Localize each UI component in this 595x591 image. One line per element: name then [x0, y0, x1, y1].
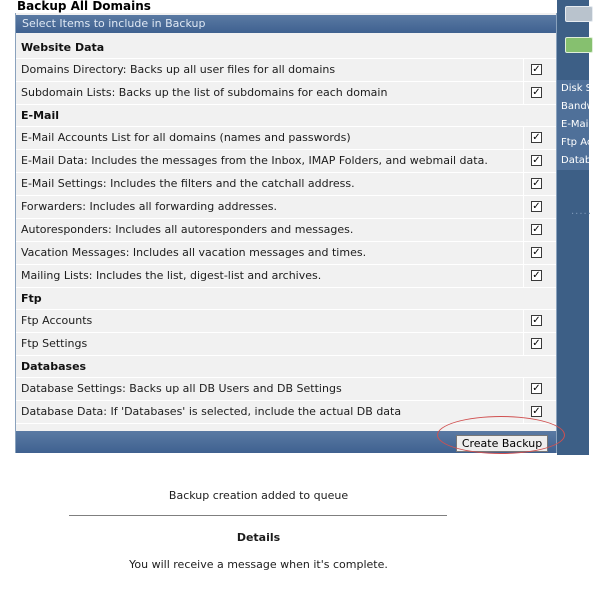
backup-option-label: Vacation Messages: Includes all vacation messages and times.: [21, 246, 367, 259]
create-backup-button[interactable]: Create Backup: [456, 435, 548, 452]
backup-option-row: [16, 401, 556, 424]
backup-option-label: Database Settings: Backs up all DB Users and DB Settings: [21, 382, 342, 395]
backup-option-row: [16, 242, 556, 265]
backup-option-row: [16, 219, 556, 242]
row-divider: [523, 173, 524, 195]
backup-option-label: Ftp Accounts: [21, 314, 93, 327]
panel-title: Backup All Domains: [17, 0, 151, 13]
divider: [69, 515, 447, 516]
right-sidebar: [557, 0, 595, 455]
details-text: You will receive a message when it's complete.: [129, 558, 388, 571]
backup-option-row: [16, 150, 556, 173]
backup-option-label: Forwarders: Includes all forwarding addresses.: [21, 200, 277, 213]
row-divider: [523, 219, 524, 241]
backup-option-label: Subdomain Lists: Backs up the list of subdomains for each domain: [21, 86, 388, 99]
row-divider: [523, 82, 524, 104]
backup-option-row: [16, 173, 556, 196]
backup-option-checkbox[interactable]: ✓: [532, 224, 541, 235]
backup-option-checkbox[interactable]: ✓: [532, 338, 541, 349]
sidebar-item-bandwidth[interactable]: Bandw: [561, 101, 595, 112]
panel-footer: [16, 431, 556, 453]
sidebar-stats-list: [557, 80, 595, 170]
backup-option-row: [16, 82, 556, 105]
backup-option-checkbox[interactable]: ✓: [532, 201, 541, 212]
backup-option-checkbox[interactable]: ✓: [532, 383, 541, 394]
backup-option-label: Database Data: If 'Databases' is selected, include the actual DB data: [21, 405, 402, 418]
row-divider: [523, 150, 524, 172]
sidebar-dots: .....: [571, 206, 592, 217]
backup-option-label: Mailing Lists: Includes the list, digest-list and archives.: [21, 269, 322, 282]
panel-header: Select Items to include in Backup: [16, 15, 556, 33]
row-divider: [523, 265, 524, 287]
row-divider: [523, 242, 524, 264]
row-divider: [523, 310, 524, 332]
row-divider: [523, 333, 524, 355]
backup-panel: [15, 13, 557, 453]
backup-option-checkbox[interactable]: ✓: [532, 64, 541, 75]
row-divider: [523, 378, 524, 400]
backup-option-checkbox[interactable]: ✓: [532, 87, 541, 98]
sidebar-item-disk[interactable]: Disk S: [561, 83, 593, 94]
backup-option-checkbox[interactable]: ✓: [532, 406, 541, 417]
backup-option-row: [16, 378, 556, 401]
backup-option-label: E-Mail Accounts List for all domains (names and passwords): [21, 131, 351, 144]
section-heading: Databases: [16, 356, 556, 378]
details-heading: Details: [236, 531, 281, 544]
sidebar-item-email[interactable]: E-Mail: [561, 119, 592, 130]
backup-option-row: [16, 333, 556, 356]
row-divider: [523, 401, 524, 423]
row-divider: [523, 127, 524, 149]
backup-option-checkbox[interactable]: ✓: [532, 315, 541, 326]
row-divider: [523, 59, 524, 81]
sidebar-green-button[interactable]: [565, 37, 593, 53]
backup-option-checkbox[interactable]: ✓: [532, 178, 541, 189]
backup-option-row: [16, 127, 556, 150]
backup-option-row: [16, 59, 556, 82]
backup-option-row: [16, 265, 556, 288]
sidebar-item-ftp[interactable]: Ftp Ac: [561, 137, 593, 148]
section-heading: E-Mail: [16, 105, 556, 127]
row-divider: [523, 196, 524, 218]
backup-option-checkbox[interactable]: ✓: [532, 270, 541, 281]
backup-option-row: [16, 310, 556, 333]
backup-option-checkbox[interactable]: ✓: [532, 247, 541, 258]
backup-option-label: Domains Directory: Backs up all user files for all domains: [21, 63, 336, 76]
section-heading: Ftp: [16, 288, 556, 310]
backup-option-checkbox[interactable]: ✓: [532, 155, 541, 166]
backup-option-label: Ftp Settings: [21, 337, 88, 350]
backup-option-row: [16, 196, 556, 219]
status-message: Backup creation added to queue: [168, 489, 349, 502]
backup-option-label: E-Mail Data: Includes the messages from the Inbox, IMAP Folders, and webmail data.: [21, 154, 488, 167]
sidebar-item-databases[interactable]: Datab: [561, 155, 592, 166]
backup-option-label: E-Mail Settings: Includes the filters and the catchall address.: [21, 177, 355, 190]
backup-option-checkbox[interactable]: ✓: [532, 132, 541, 143]
backup-options-list: [16, 37, 556, 424]
backup-option-label: Autoresponders: Includes all autoresponders and messages.: [21, 223, 354, 236]
sidebar-grey-button[interactable]: [565, 6, 593, 22]
section-heading: Website Data: [16, 37, 556, 59]
